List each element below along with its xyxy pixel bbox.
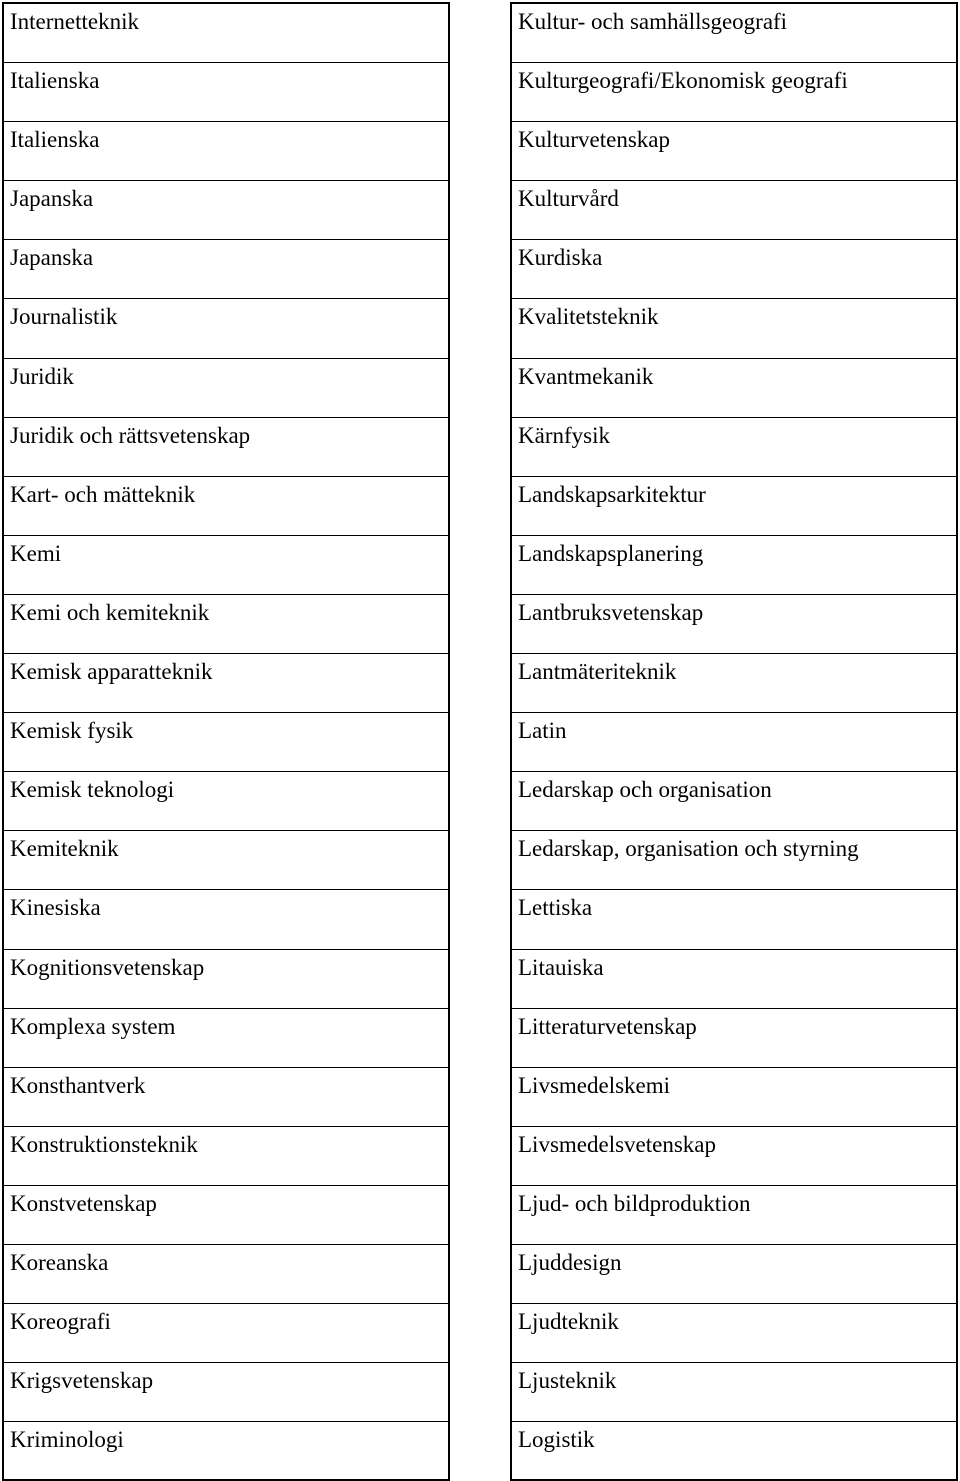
- subject-cell: Kvantmekanik: [512, 359, 956, 418]
- subject-cell: Kemisk apparatteknik: [4, 654, 448, 713]
- subject-cell: Kinesiska: [4, 890, 448, 949]
- subject-cell: Konstruktionsteknik: [4, 1127, 448, 1186]
- subject-cell: Kart- och mätteknik: [4, 477, 448, 536]
- subject-cell: Japanska: [4, 181, 448, 240]
- subject-cell: Kemiteknik: [4, 831, 448, 890]
- subject-cell: Logistik: [512, 1422, 956, 1481]
- right-subject-column: [510, 2, 958, 1481]
- subject-cell: Kvalitetsteknik: [512, 299, 956, 358]
- subject-cell: Ljud- och bildproduktion: [512, 1186, 956, 1245]
- subject-cell: Livsmedelskemi: [512, 1068, 956, 1127]
- subject-cell: Kultur- och samhällsgeografi: [512, 4, 956, 63]
- subject-cell: Konstvetenskap: [4, 1186, 448, 1245]
- subject-cell: Landskapsplanering: [512, 536, 956, 595]
- left-subject-column: [2, 2, 450, 1481]
- subject-cell: Internetteknik: [4, 4, 448, 63]
- subject-cell: Kriminologi: [4, 1422, 448, 1481]
- subject-cell: Kemisk fysik: [4, 713, 448, 772]
- subject-cell: Ljuddesign: [512, 1245, 956, 1304]
- subject-cell: Juridik och rättsvetenskap: [4, 418, 448, 477]
- subject-cell: Japanska: [4, 240, 448, 299]
- subject-cell: Lantbruksvetenskap: [512, 595, 956, 654]
- subject-cell: Kulturvård: [512, 181, 956, 240]
- subject-cell: Latin: [512, 713, 956, 772]
- subject-cell: Ljudteknik: [512, 1304, 956, 1363]
- subject-cell: Italienska: [4, 122, 448, 181]
- subject-cell: Litauiska: [512, 950, 956, 1009]
- subject-cell: Kulturgeografi/Ekonomisk geografi: [512, 63, 956, 122]
- subject-cell: Ljusteknik: [512, 1363, 956, 1422]
- subject-cell: Kemisk teknologi: [4, 772, 448, 831]
- subject-cell: Kemi: [4, 536, 448, 595]
- subject-cell: Kulturvetenskap: [512, 122, 956, 181]
- subject-cell: Lettiska: [512, 890, 956, 949]
- subject-cell: Livsmedelsvetenskap: [512, 1127, 956, 1186]
- subject-cell: Kärnfysik: [512, 418, 956, 477]
- subject-cell: Litteraturvetenskap: [512, 1009, 956, 1068]
- subject-cell: Kognitionsvetenskap: [4, 950, 448, 1009]
- subject-cell: Konsthantverk: [4, 1068, 448, 1127]
- subject-cell: Juridik: [4, 359, 448, 418]
- subject-cell: Kemi och kemiteknik: [4, 595, 448, 654]
- subject-cell: Italienska: [4, 63, 448, 122]
- subject-cell: Ledarskap och organisation: [512, 772, 956, 831]
- subject-cell: Landskapsarkitektur: [512, 477, 956, 536]
- subject-cell: Komplexa system: [4, 1009, 448, 1068]
- subject-cell: Koreanska: [4, 1245, 448, 1304]
- subject-cell: Koreografi: [4, 1304, 448, 1363]
- subject-cell: Krigsvetenskap: [4, 1363, 448, 1422]
- subject-cell: Ledarskap, organisation och styrning: [512, 831, 956, 890]
- subject-cell: Lantmäteriteknik: [512, 654, 956, 713]
- subject-cell: Journalistik: [4, 299, 448, 358]
- subject-cell: Kurdiska: [512, 240, 956, 299]
